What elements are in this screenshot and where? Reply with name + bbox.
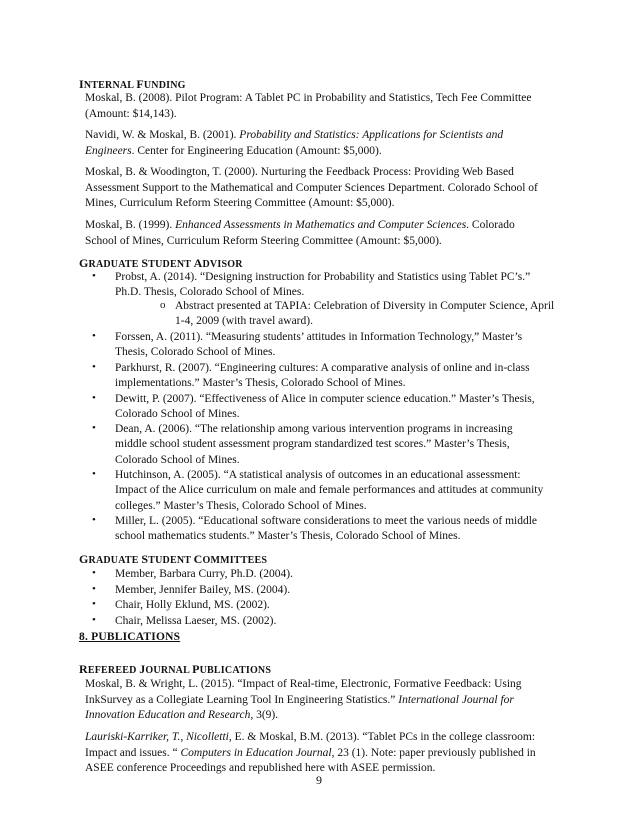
advisor-item: Dewitt, P. (2007). “Effectiveness of Alice in computer science education.” Master’s Thesis, Colorado School of Mines. xyxy=(115,393,535,421)
funding-entry: Navidi, W. & Moskal, B. (2001). Probability and Statistics: Applications for Scientists and Engineers. Center for Engineering Education (Amount: $5,000). xyxy=(85,129,504,157)
bullet: • xyxy=(92,392,96,404)
sub-bullet: o xyxy=(160,299,166,311)
refereed-journal-heading: REFEREED JOURNAL PUBLICATIONS xyxy=(79,662,272,676)
advisor-item: Dean, A. (2006). “The relationship among various intervention programs in increasing middle school student assessment program standardized test scores.” Master’s Thesis, Colorado School of Mines. xyxy=(115,423,513,466)
publication-entry: Moskal, B. & Wright, L. (2015). “Impact of Real-time, Electronic, Formative Feedback: Using InkSurvey as a Collegiate Learning Tool In Engineering Statistics.” International Journal for Innovation Education and Research, 3(9). xyxy=(85,678,522,721)
bullet: • xyxy=(92,330,96,342)
committee-item: Chair, Holly Eklund, MS. (2002). xyxy=(115,599,270,611)
page-number: 9 xyxy=(316,773,322,787)
bullet: • xyxy=(92,468,96,480)
bullet: • xyxy=(92,514,96,526)
committee-item: Member, Jennifer Bailey, MS. (2004). xyxy=(115,584,291,596)
bullet: • xyxy=(92,567,96,579)
publications-heading: 8. PUBLICATIONS xyxy=(79,631,181,643)
bullet: • xyxy=(92,598,96,610)
committees-heading: GRADUATE STUDENT COMMITTEES xyxy=(79,552,268,566)
bullet: • xyxy=(92,422,96,434)
advisor-item: Probst, A. (2014). “Designing instruction for Probability and Statistics using Tablet PC’s.” Ph.D. Thesis, Colorado School of Mines. xyxy=(115,271,531,299)
advisor-heading: GRADUATE STUDENT ADVISOR xyxy=(79,256,243,270)
advisor-subitem: Abstract presented at TAPIA: Celebration of Diversity in Computer Science, April 1-4, 2009 (with travel award). xyxy=(175,300,555,328)
internal-funding-heading: INTERNAL FUNDING xyxy=(79,77,186,91)
publication-entry: Lauriski-Karriker, T., Nicolletti, E. & Moskal, B.M. (2013). “Tablet PCs in the college classroom: Impact and issues. “ Computers in Education Journal, 23 (1). Note: paper previously published in ASEE conference Proceedings and republished here with ASEE permission. xyxy=(85,731,536,774)
advisor-item: Miller, L. (2005). “Educational software considerations to meet the various needs of middle school mathematics students.” Master’s Thesis, Colorado School of Mines. xyxy=(115,515,538,543)
bullet: • xyxy=(92,583,96,595)
funding-entry: Moskal, B. & Woodington, T. (2000). Nurturing the Feedback Process: Providing Web Based Assessment Support to the Mathematical and Computer Sciences Department. Colorado School of Mines, Curriculum Reform Steering Committee (Amount: $5,000). xyxy=(85,166,538,209)
bullet: • xyxy=(92,270,96,282)
funding-entry: Moskal, B. (1999). Enhanced Assessments in Mathematics and Computer Sciences. Colorado School of Mines, Curriculum Reform Steering Committee (Amount: $5,000). xyxy=(85,219,515,247)
advisor-item: Forssen, A. (2011). “Measuring students’ attitudes in Information Technology,” Master’s Thesis, Colorado School of Mines. xyxy=(115,331,523,359)
funding-entry: Moskal, B. (2008). Pilot Program: A Tablet PC in Probability and Statistics, Tech Fee Committee (Amount: $14,143). xyxy=(85,92,532,120)
committee-item: Chair, Melissa Laeser, MS. (2002). xyxy=(115,615,277,627)
committee-item: Member, Barbara Curry, Ph.D. (2004). xyxy=(115,568,293,580)
bullet: • xyxy=(92,361,96,373)
advisor-item: Parkhurst, R. (2007). “Engineering cultures: A comparative analysis of online and in-class implementations.” Master’s Thesis, Colorado School of Mines. xyxy=(115,362,530,390)
advisor-item: Hutchinson, A. (2005). “A statistical analysis of outcomes in an educational assessment: Impact of the Alice curriculum on male and female performances and attitudes at community colleges.” Master’s Thesis, Colorado School of Mines. xyxy=(115,469,544,512)
bullet: • xyxy=(92,614,96,626)
